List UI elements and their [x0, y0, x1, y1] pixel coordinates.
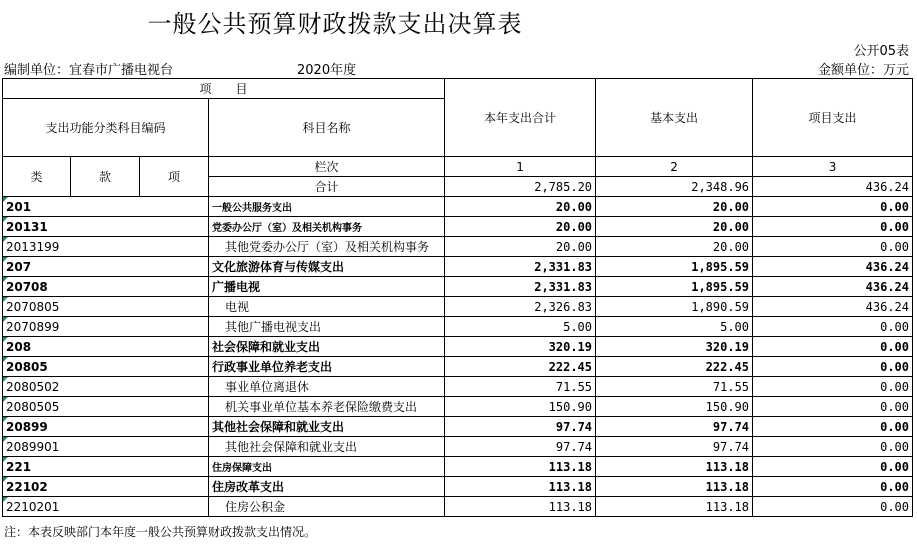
column-2: 2 — [596, 157, 753, 177]
header-kuan: 款 — [71, 157, 140, 197]
row-code: 20131 — [3, 217, 209, 237]
row-project: 0.00 — [753, 397, 913, 417]
table-row — [3, 257, 913, 277]
row-project: 0.00 — [753, 317, 913, 337]
row-subject-name: 党委办公厅（室）及相关机构事务 — [209, 217, 445, 237]
row-basic: 1,895.59 — [596, 257, 753, 277]
table-row — [3, 457, 913, 477]
row-subject-name: 文化旅游体育与传媒支出 — [209, 257, 445, 277]
row-total: 20.00 — [445, 197, 596, 217]
row-project: 436.24 — [753, 257, 913, 277]
row-code: 2013199 — [3, 237, 209, 257]
row-total: 113.18 — [445, 457, 596, 477]
header-basic: 基本支出 — [596, 79, 753, 157]
row-project: 436.24 — [753, 277, 913, 297]
sum-project: 436.24 — [753, 177, 913, 197]
row-basic: 71.55 — [596, 377, 753, 397]
column-1: 1 — [445, 157, 596, 177]
row-basic: 20.00 — [596, 237, 753, 257]
header-subject-name: 科目名称 — [209, 99, 445, 157]
row-basic: 1,890.59 — [596, 297, 753, 317]
row-total: 222.45 — [445, 357, 596, 377]
row-subject-name: 其他社会保障和就业支出 — [209, 417, 445, 437]
table-row — [3, 497, 913, 517]
row-code: 208 — [3, 337, 209, 357]
expenditure-table — [2, 78, 913, 517]
report-year: 2020年度 — [297, 63, 357, 78]
cell-marker-icon — [3, 377, 8, 382]
cell-marker-icon — [3, 497, 8, 502]
row-project: 436.24 — [753, 297, 913, 317]
row-basic: 20.00 — [596, 197, 753, 217]
row-code: 2210201 — [3, 497, 209, 517]
header-xiang: 项 — [140, 157, 209, 197]
row-code: 207 — [3, 257, 209, 277]
row-project: 0.00 — [753, 477, 913, 497]
cell-marker-icon — [3, 317, 8, 322]
amount-unit: 金额单位：万元 — [817, 63, 909, 78]
row-project: 0.00 — [753, 237, 913, 257]
row-total: 71.55 — [445, 377, 596, 397]
row-subject-name: 社会保障和就业支出 — [209, 337, 445, 357]
cell-marker-icon — [3, 197, 8, 202]
cell-marker-icon — [3, 457, 8, 462]
cell-marker-icon — [3, 237, 8, 242]
row-total: 2,326.83 — [445, 297, 596, 317]
cell-marker-icon — [3, 437, 8, 442]
row-basic: 113.18 — [596, 457, 753, 477]
table-row — [3, 417, 913, 437]
table-row — [3, 297, 913, 317]
row-subject-name: 一般公共服务支出 — [209, 197, 445, 217]
cell-marker-icon — [3, 337, 8, 342]
header-category: 类 — [3, 157, 71, 197]
row-project: 0.00 — [753, 357, 913, 377]
row-total: 150.90 — [445, 397, 596, 417]
header-function-code: 支出功能分类科目编码 — [3, 99, 209, 157]
row-basic: 320.19 — [596, 337, 753, 357]
row-total: 2,331.83 — [445, 257, 596, 277]
table-row — [3, 237, 913, 257]
row-code: 201 — [3, 197, 209, 217]
cell-marker-icon — [3, 477, 8, 482]
sum-basic: 2,348.96 — [596, 177, 753, 197]
row-total: 113.18 — [445, 477, 596, 497]
row-basic: 97.74 — [596, 437, 753, 457]
footnote: 注：本表反映部门本年度一般公共预算财政拨款支出情况。 — [4, 525, 317, 539]
cell-marker-icon — [3, 257, 8, 262]
row-total: 97.74 — [445, 417, 596, 437]
row-subject-name: 机关事业单位基本养老保险缴费支出 — [209, 397, 445, 417]
row-code: 20708 — [3, 277, 209, 297]
row-code: 2070899 — [3, 317, 209, 337]
cell-marker-icon — [3, 357, 8, 362]
table-row — [3, 397, 913, 417]
row-subject-name: 住房改革支出 — [209, 477, 445, 497]
row-total: 113.18 — [445, 497, 596, 517]
row-total: 320.19 — [445, 337, 596, 357]
table-row — [3, 197, 913, 217]
row-basic: 97.74 — [596, 417, 753, 437]
cell-marker-icon — [3, 297, 8, 302]
report-title: 一般公共预算财政拨款支出决算表 — [147, 10, 523, 38]
row-code: 2080502 — [3, 377, 209, 397]
row-code: 20899 — [3, 417, 209, 437]
row-code: 2080505 — [3, 397, 209, 417]
row-project: 0.00 — [753, 337, 913, 357]
table-row — [3, 317, 913, 337]
row-subject-name: 住房公积金 — [209, 497, 445, 517]
header-column-no: 栏次 — [209, 157, 445, 177]
sum-label: 合计 — [209, 177, 445, 197]
table-row — [3, 477, 913, 497]
cell-marker-icon — [3, 217, 8, 222]
header-total: 本年支出合计 — [445, 79, 596, 157]
row-total: 20.00 — [445, 237, 596, 257]
table-row — [3, 277, 913, 297]
row-basic: 113.18 — [596, 497, 753, 517]
table-row — [3, 377, 913, 397]
row-code: 20805 — [3, 357, 209, 377]
row-subject-name: 广播电视 — [209, 277, 445, 297]
table-row — [3, 337, 913, 357]
row-project: 0.00 — [753, 197, 913, 217]
cell-marker-icon — [3, 397, 8, 402]
row-code: 2070805 — [3, 297, 209, 317]
row-code: 2089901 — [3, 437, 209, 457]
row-basic: 222.45 — [596, 357, 753, 377]
header-project: 项目支出 — [753, 79, 913, 157]
row-basic: 113.18 — [596, 477, 753, 497]
row-subject-name: 其他社会保障和就业支出 — [209, 437, 445, 457]
column-3: 3 — [753, 157, 913, 177]
table-row — [3, 217, 913, 237]
row-subject-name: 其他党委办公厅（室）及相关机构事务 — [209, 237, 445, 257]
row-project: 0.00 — [753, 497, 913, 517]
row-project: 0.00 — [753, 437, 913, 457]
row-subject-name: 住房保障支出 — [209, 457, 445, 477]
row-code: 22102 — [3, 477, 209, 497]
row-project: 0.00 — [753, 217, 913, 237]
row-project: 0.00 — [753, 417, 913, 437]
row-project: 0.00 — [753, 457, 913, 477]
cell-marker-icon — [3, 277, 8, 282]
row-total: 20.00 — [445, 217, 596, 237]
row-subject-name: 行政事业单位养老支出 — [209, 357, 445, 377]
row-basic: 5.00 — [596, 317, 753, 337]
row-subject-name: 电视 — [209, 297, 445, 317]
row-basic: 150.90 — [596, 397, 753, 417]
row-total: 97.74 — [445, 437, 596, 457]
cell-marker-icon — [3, 417, 8, 422]
header-item: 项 目 — [3, 79, 445, 99]
sum-total: 2,785.20 — [445, 177, 596, 197]
row-total: 5.00 — [445, 317, 596, 337]
row-subject-name: 其他广播电视支出 — [209, 317, 445, 337]
row-basic: 1,895.59 — [596, 277, 753, 297]
table-row — [3, 357, 913, 377]
row-total: 2,331.83 — [445, 277, 596, 297]
row-code: 221 — [3, 457, 209, 477]
form-number: 公开05表 — [853, 44, 909, 59]
row-subject-name: 事业单位离退休 — [209, 377, 445, 397]
reporting-unit: 编制单位：宜春市广播电视台 — [4, 63, 174, 78]
row-project: 0.00 — [753, 377, 913, 397]
table-row — [3, 437, 913, 457]
row-basic: 20.00 — [596, 217, 753, 237]
